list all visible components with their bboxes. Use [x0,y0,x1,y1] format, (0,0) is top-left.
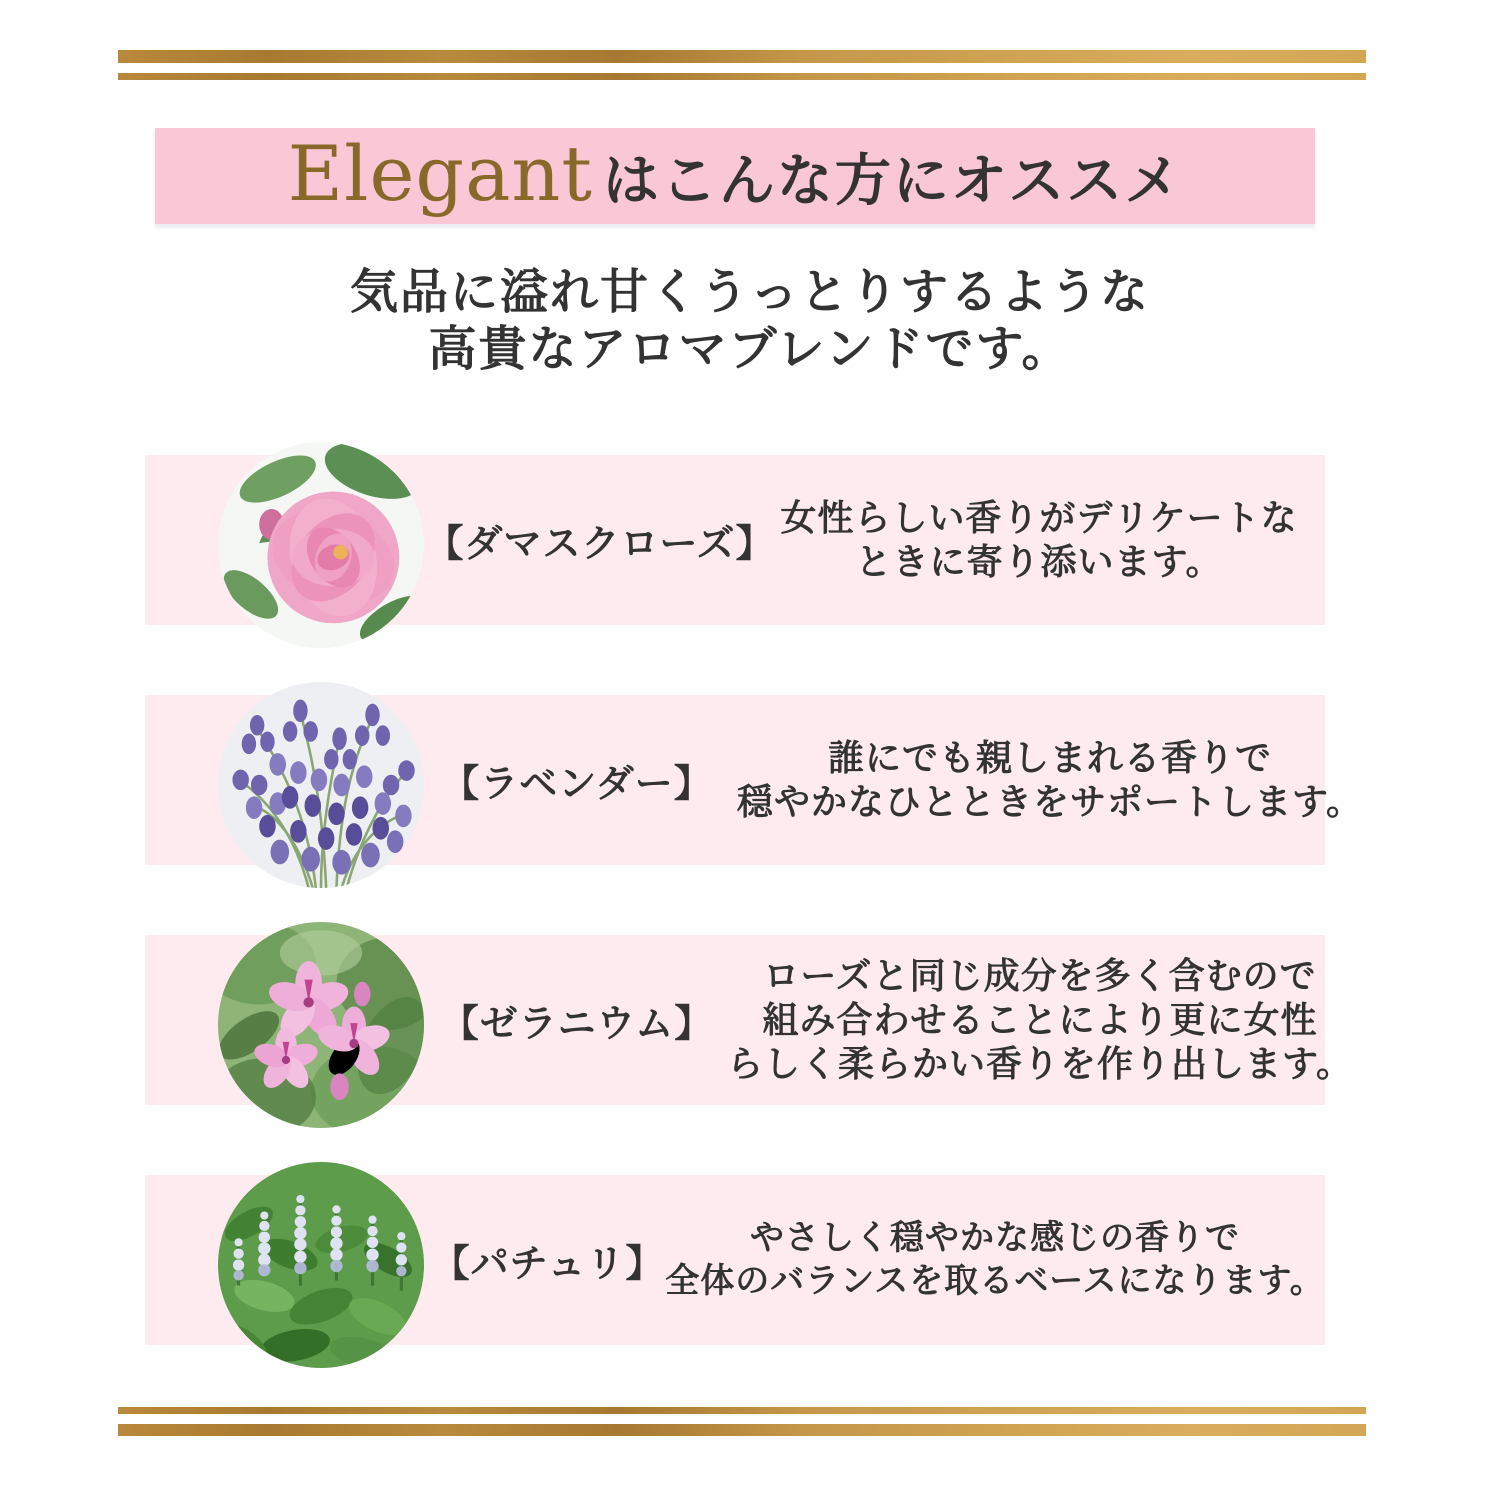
damask-rose-photo [218,442,424,648]
description-line: 組み合わせることにより更に女性 [762,999,1318,1041]
description-line: 全体のバランスを取るベースになります。 [665,1261,1325,1301]
ingredient-name: 【パチュリ】 [431,1240,665,1286]
subtitle-line-1: 気品に溢れ甘くうっとりするような [349,264,1150,320]
gold-rule-bottom-thin [118,1407,1366,1414]
ingredient-row-lavender [145,695,1364,865]
description-line: ときに寄り添います。 [855,541,1223,583]
description-line: 誰にでも親しまれる香りで [827,737,1272,779]
gold-rule-bottom-thick [118,1424,1366,1436]
description-line: 女性らしい香りがデリケートな [780,497,1298,539]
ingredient-name: 【ラベンダー】 [441,760,713,806]
gold-rule-top-thin [118,73,1366,80]
ingredient-row-damask-rose [145,455,1325,625]
title-japanese: はこんな方にオススメ [602,148,1183,214]
ingredient-name: 【ゼラニウム】 [440,1000,714,1046]
subtitle [0,264,1500,378]
gold-rule-top-thick [118,50,1366,63]
title-banner [155,128,1315,224]
title-banner-inner [287,129,1183,218]
ingredient-row-geranium [145,935,1354,1105]
ingredient-description [737,736,1363,824]
ingredient-name: 【ダマスクローズ】 [425,520,775,566]
subtitle-line-2: 高貴なアロマブレンドです。 [428,321,1072,377]
description-line: 穏やかなひとときをサポートします。 [736,781,1364,823]
ingredient-description [665,1217,1325,1303]
ingredient-description [727,954,1353,1086]
geranium-photo [218,922,424,1128]
ingredient-description [780,496,1297,584]
brand-title: Elegant [287,129,593,218]
description-line: ローズと同じ成分を多く含むので [763,955,1317,997]
patchouli-photo [218,1162,424,1368]
ingredient-row-patchouli [145,1175,1325,1345]
description-line: らしく柔らかい香りを作り出します。 [726,1043,1354,1085]
description-line: やさしく穏やかな感じの香りで [750,1218,1240,1258]
lavender-photo [218,682,424,888]
